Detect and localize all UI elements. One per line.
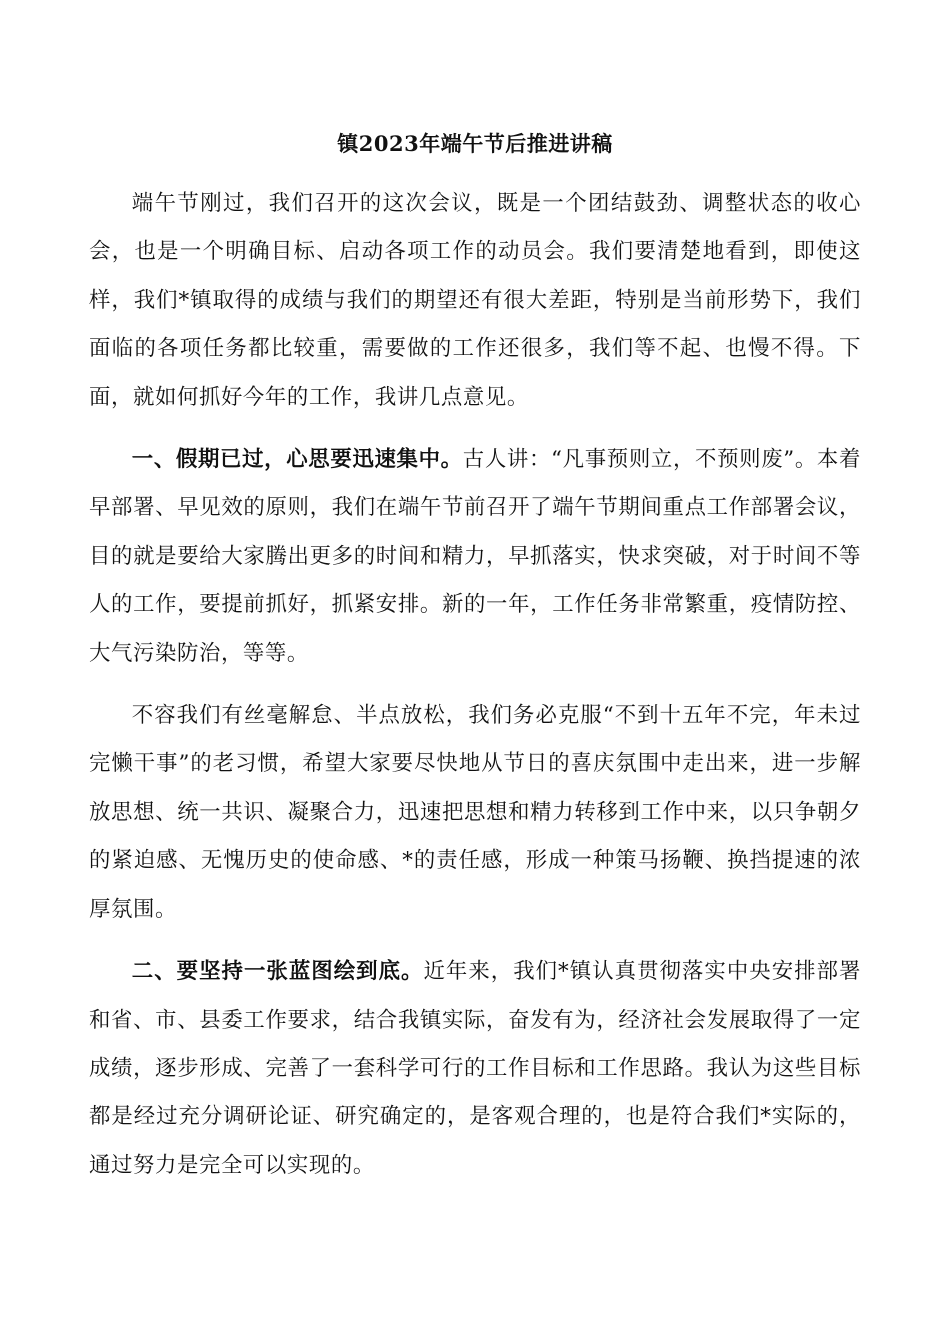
paragraph-section-two [89, 948, 861, 1190]
paragraph-text: 不容我们有丝毫解怠、半点放松，我们务必克服“不到十五年不完，年未过完懒干事”的老习惯，希望大家要尽快地从节日的喜庆氛围中走出来，进一步解放思想、统一共识、凝聚合力，迅速把思想和精力转移到工作中来，以只争朝夕的紧迫感、无愧历史的使命感、*的责任感，形成一种策马扬鞭、换挡提速的浓厚氛围。 [89, 703, 861, 922]
paragraph-section-one [89, 436, 861, 678]
paragraph-text: 古人讲：“凡事预则立，不预则废”。本着早部署、早见效的原则，我们在端午节前召开了端午节期间重点工作部署会议，目的就是要给大家腾出更多的时间和精力，早抓落实，快求突破，对于时间不等人的工作，要提前抓好，抓紧安排。新的一年，工作任务非常繁重，疫情防控、大气污染防治，等等。 [89, 447, 861, 666]
section-heading-two: 二、要坚持一张蓝图绘到底。 [131, 959, 424, 985]
paragraph-section-one-continued [89, 692, 861, 934]
document-page [89, 128, 861, 1204]
paragraph-text: 端午节刚过，我们召开的这次会议，既是一个团结鼓劲、调整状态的收心会，也是一个明确目标、启动各项工作的动员会。我们要清楚地看到，即使这样，我们*镇取得的成绩与我们的期望还有很大差距，特别是当前形势下，我们面临的各项任务都比较重，需要做的工作还很多，我们等不起、也慢不得。下面，就如何抓好今年的工作，我讲几点意见。 [89, 191, 861, 410]
document-title: 镇2023年端午节后推进讲稿 [337, 131, 613, 156]
section-heading-one: 一、假期已过，心思要迅速集中。 [131, 447, 463, 473]
paragraph-intro [89, 180, 861, 422]
paragraph-text: 近年来，我们*镇认真贯彻落实中央安排部署和省、市、县委工作要求，结合我镇实际，奋发有为，经济社会发展取得了一定成绩，逐步形成、完善了一套科学可行的工作目标和工作思路。我认为这些目标都是经过充分调研论证、研究确定的，是客观合理的，也是符合我们*实际的，通过努力是完全可以实现的。 [89, 959, 861, 1178]
